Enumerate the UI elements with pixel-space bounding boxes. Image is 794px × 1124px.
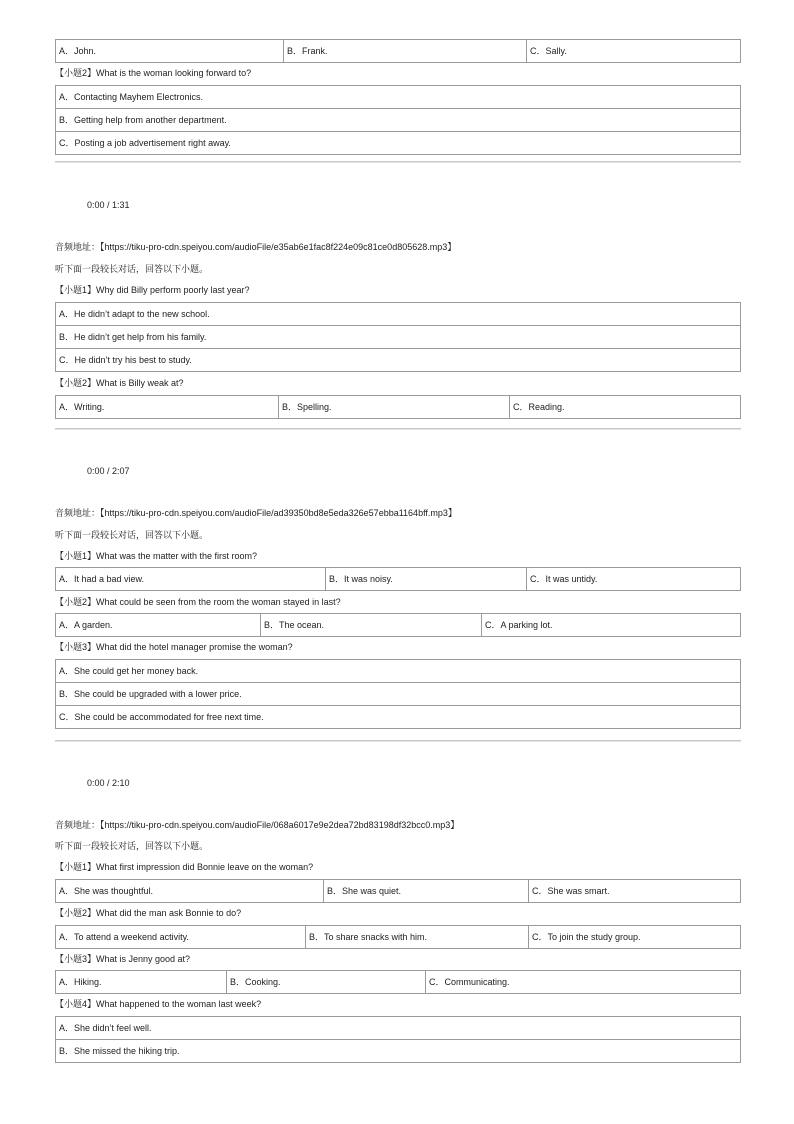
instruction-text: 听下面一段较长对话，回答以下小题。 — [55, 530, 209, 540]
section-divider — [55, 740, 741, 742]
option-c[interactable]: C．She was smart. — [529, 880, 741, 903]
options-table — [55, 567, 741, 591]
section-divider — [55, 428, 741, 430]
option-c[interactable]: C．To join the study group. — [529, 926, 741, 949]
table-row — [56, 683, 741, 706]
option-a[interactable]: A．To attend a weekend activity. — [56, 926, 306, 949]
question-title: 【小题2】What is the woman looking forward to? — [55, 68, 252, 78]
option-c[interactable]: C．A parking lot. — [482, 614, 741, 637]
options-table — [55, 925, 741, 949]
option-b[interactable]: B．Getting help from another department. — [56, 109, 741, 132]
question-title: 【小题1】Why did Billy perform poorly last year? — [55, 285, 250, 295]
option-c[interactable]: C．She could be accommodated for free next time. — [56, 706, 741, 729]
audio-player-time[interactable]: 0:00 / 2:07 — [87, 466, 130, 476]
options-table — [55, 85, 741, 155]
option-a[interactable]: A．It had a bad view. — [56, 568, 326, 591]
table-row — [56, 349, 741, 372]
table-row — [56, 40, 741, 63]
options-table — [55, 879, 741, 903]
table-row — [56, 568, 741, 591]
table-row — [56, 326, 741, 349]
audio-player-time[interactable]: 0:00 / 1:31 — [87, 200, 130, 210]
option-b[interactable]: B．She could be upgraded with a lower price. — [56, 683, 741, 706]
question-title: 【小题3】What is Jenny good at? — [55, 954, 191, 964]
option-b[interactable]: B．Cooking. — [227, 971, 426, 994]
question-title: 【小题2】What did the man ask Bonnie to do? — [55, 908, 242, 918]
option-a[interactable]: A．He didn’t adapt to the new school. — [56, 303, 741, 326]
table-row — [56, 109, 741, 132]
options-table — [55, 302, 741, 372]
table-row — [56, 660, 741, 683]
table-row — [56, 132, 741, 155]
option-c[interactable]: C．Communicating. — [426, 971, 741, 994]
audio-url: 音频地址：【https://tiku-pro-cdn.speiyou.com/audioFile/ad39350bd8e5eda326e57ebba1164bff.mp3】 — [55, 508, 457, 518]
table-row — [56, 86, 741, 109]
question-title: 【小题3】What did the hotel manager promise the woman? — [55, 642, 293, 652]
option-c[interactable]: C．Sally. — [527, 40, 741, 63]
table-row — [56, 303, 741, 326]
option-c[interactable]: C．He didn’t try his best to study. — [56, 349, 741, 372]
table-row — [56, 1040, 741, 1063]
options-table — [55, 613, 741, 637]
question-title: 【小题4】What happened to the woman last week? — [55, 999, 262, 1009]
question-title: 【小题1】What was the matter with the first room? — [55, 551, 258, 561]
audio-url: 音频地址：【https://tiku-pro-cdn.speiyou.com/audioFile/068a6017e9e2dea72bd83198df32bcc0.mp3】 — [55, 820, 460, 830]
option-a[interactable]: A．Contacting Mayhem Electronics. — [56, 86, 741, 109]
audio-player-time[interactable]: 0:00 / 2:10 — [87, 778, 130, 788]
option-b[interactable]: B．Spelling. — [279, 396, 510, 419]
option-b[interactable]: B．It was noisy. — [326, 568, 527, 591]
options-table — [55, 659, 741, 729]
option-b[interactable]: B．The ocean. — [261, 614, 482, 637]
options-table — [55, 39, 741, 63]
option-b[interactable]: B．To share snacks with him. — [306, 926, 529, 949]
option-a[interactable]: A．Hiking. — [56, 971, 227, 994]
instruction-text: 听下面一段较长对话，回答以下小题。 — [55, 841, 209, 851]
option-c[interactable]: C．Reading. — [510, 396, 741, 419]
option-c[interactable]: C．It was untidy. — [527, 568, 741, 591]
table-row — [56, 926, 741, 949]
question-title: 【小题2】What could be seen from the room the woman stayed in last? — [55, 597, 341, 607]
option-a[interactable]: A．Writing. — [56, 396, 279, 419]
audio-url: 音频地址：【https://tiku-pro-cdn.speiyou.com/audioFile/e35ab6e1fac8f224e09c81ce0d805628.mp3】 — [55, 242, 457, 252]
option-c[interactable]: C．Posting a job advertisement right away. — [56, 132, 741, 155]
table-row — [56, 880, 741, 903]
option-b[interactable]: B．She was quiet. — [324, 880, 529, 903]
option-b[interactable]: B．He didn’t get help from his family. — [56, 326, 741, 349]
table-row — [56, 1017, 741, 1040]
table-row — [56, 971, 741, 994]
instruction-text: 听下面一段较长对话，回答以下小题。 — [55, 264, 209, 274]
options-table — [55, 970, 741, 994]
option-a[interactable]: A．She was thoughtful. — [56, 880, 324, 903]
options-table — [55, 1016, 741, 1063]
option-a[interactable]: A．She could get her money back. — [56, 660, 741, 683]
question-title: 【小题1】What first impression did Bonnie leave on the woman? — [55, 862, 314, 872]
options-table — [55, 395, 741, 419]
table-row — [56, 614, 741, 637]
option-b[interactable]: B．She missed the hiking trip. — [56, 1040, 741, 1063]
section-divider — [55, 161, 741, 163]
table-row — [56, 396, 741, 419]
option-a[interactable]: A．A garden. — [56, 614, 261, 637]
option-a[interactable]: A．She didn’t feel well. — [56, 1017, 741, 1040]
option-a[interactable]: A．John. — [56, 40, 284, 63]
question-title: 【小题2】What is Billy weak at? — [55, 378, 184, 388]
option-b[interactable]: B．Frank. — [284, 40, 527, 63]
table-row — [56, 706, 741, 729]
